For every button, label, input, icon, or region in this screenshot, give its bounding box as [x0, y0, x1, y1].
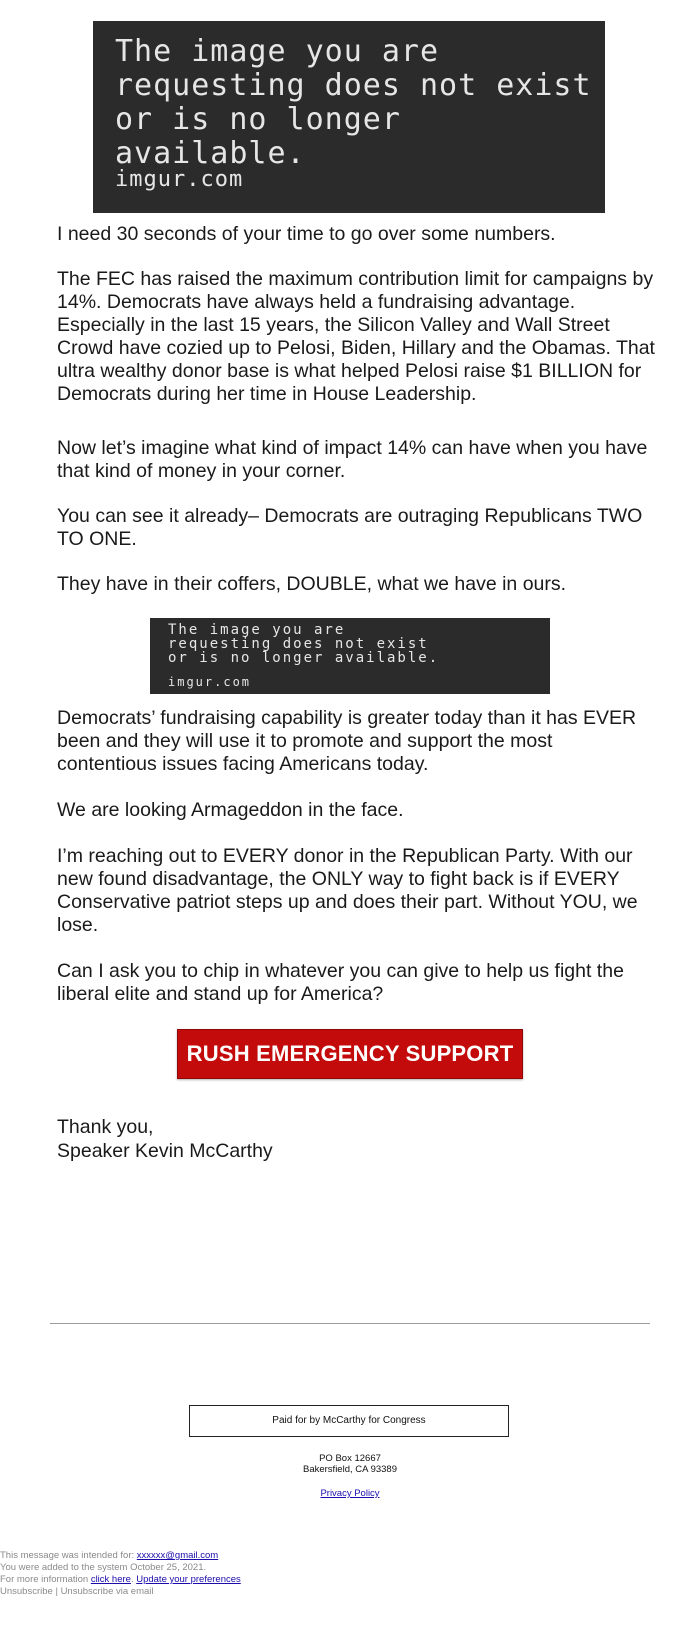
footer-divider [50, 1323, 650, 1324]
signature-block [57, 1115, 273, 1163]
click-here-link[interactable]: click here [90, 1574, 131, 1585]
body-paragraph: I’m reaching out to EVERY donor in the Republican Party. With our new found disadvantage, the ONLY way to fight back is if EVERY Conservative patriot steps up and does their part. Without YOU, we lose. [57, 845, 638, 936]
image-unavailable-message: The image you are requesting does not exist or is no longer available. [115, 34, 592, 171]
body-paragraph: You can see it already– Democrats are outraging Republicans TWO TO ONE. [57, 505, 643, 550]
rush-emergency-support-button[interactable]: RUSH EMERGENCY SUPPORT [177, 1029, 523, 1079]
broken-image-placeholder [150, 618, 550, 694]
body-paragraph: Democrats’ fundraising capability is greater today than it has EVER been and they will use it to promote and support the most contentious issues facing Americans today. [57, 707, 637, 775]
recipient-email-link[interactable]: xxxxxx@gmail.com [136, 1550, 219, 1561]
image-host-brand: imgur.com [168, 675, 252, 689]
more-info-line [0, 1574, 241, 1586]
paid-for-disclaimer: Paid for by McCarthy for Congress [189, 1405, 509, 1437]
body-paragraph: Now let’s imagine what kind of impact 14% can have when you have that kind of money in your corner. [57, 437, 648, 482]
more-info-prefix: For more information [0, 1574, 91, 1585]
privacy-policy-link[interactable]: Privacy Policy [320, 1488, 380, 1499]
address-line: Bakersfield, CA 93389 [302, 1464, 397, 1475]
fine-print [0, 1550, 241, 1598]
separator-text: . [130, 1574, 137, 1585]
signoff-greeting: Thank you, [57, 1116, 154, 1138]
broken-image-placeholder [93, 21, 605, 213]
pipe-separator: | [52, 1586, 61, 1597]
unsubscribe-line [0, 1586, 241, 1598]
body-paragraph: We are looking Armageddon in the face. [57, 799, 404, 821]
body-paragraph: They have in their coffers, DOUBLE, what we have in ours. [57, 573, 567, 595]
intended-prefix: This message was intended for: [0, 1550, 137, 1561]
signoff-name: Speaker Kevin McCarthy [57, 1140, 273, 1162]
intended-recipient-line [0, 1550, 241, 1562]
body-paragraph: Can I ask you to chip in whatever you can give to help us fight the liberal elite and stand up for America? [57, 960, 624, 1005]
added-date-line: You were added to the system October 25, 2021. [0, 1562, 207, 1573]
image-unavailable-message: The image you are requesting does not exist or is no longer available. [168, 622, 440, 666]
unsubscribe-link[interactable]: Unsubscribe [0, 1586, 53, 1597]
address-line: PO Box 12667 [319, 1453, 381, 1464]
unsubscribe-email-link[interactable]: Unsubscribe via email [60, 1586, 154, 1597]
mailing-address [0, 1453, 700, 1475]
body-paragraph: The FEC has raised the maximum contribution limit for campaigns by 14%. Democrats have always held a fundraising advantage. Especially in the last 15 years, the Silicon Valley and Wall Street Crowd have cozied up to Pelosi, Biden, Hillary and the Obamas. That ultra wealthy donor base is what helped Pelosi raise $1 BILLION for Democrats during her time in House Leadership. [57, 268, 655, 405]
image-host-brand: imgur.com [115, 167, 244, 192]
privacy-row [0, 1488, 700, 1499]
body-paragraph: I need 30 seconds of your time to go over some numbers. [57, 223, 556, 245]
update-preferences-link[interactable]: Update your preferences [136, 1574, 241, 1585]
